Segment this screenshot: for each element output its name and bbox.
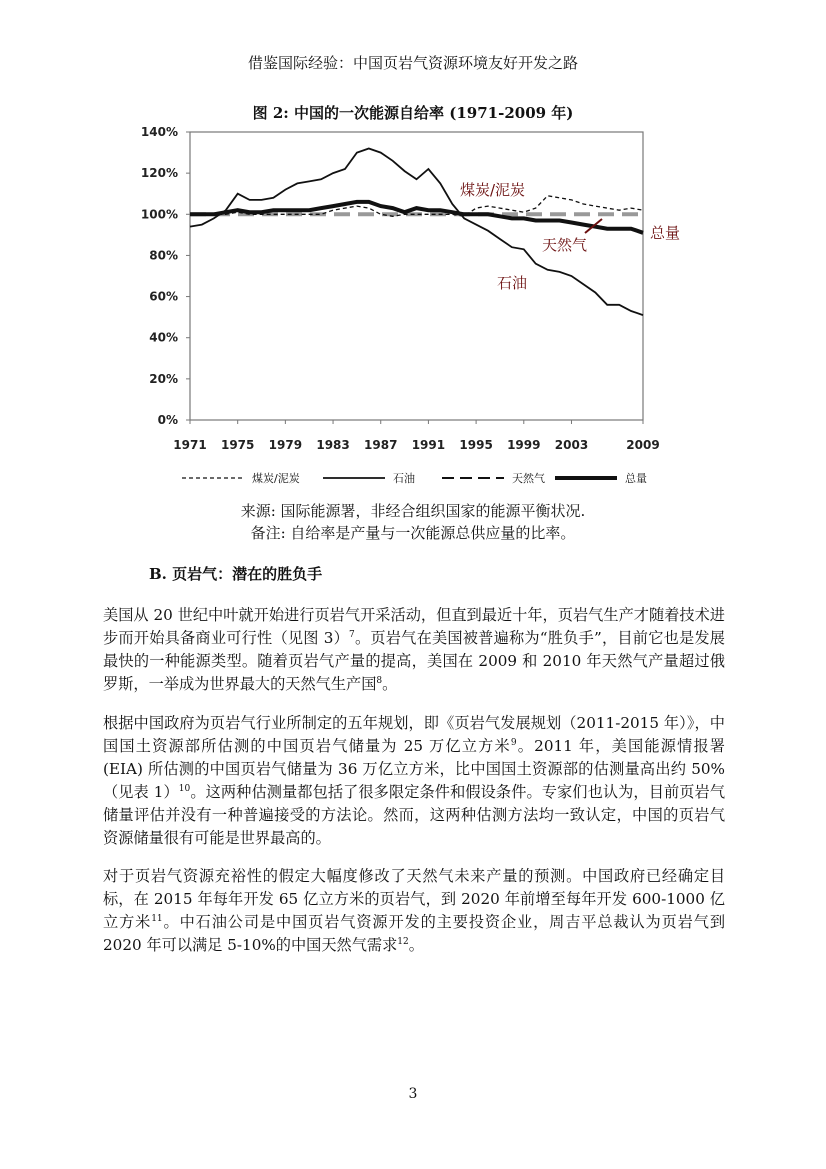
figure-source: 来源: 国际能源署，非经合组织国家的能源平衡状况. (240, 502, 586, 520)
running-title: 借鉴国际经验：中国页岩气资源环境友好开发之路 (247, 54, 578, 72)
y-tick-label: 20% (149, 371, 178, 386)
self-sufficiency-chart (130, 122, 681, 497)
x-tick-label: 2009 (626, 438, 660, 452)
x-tick-label: 1991 (411, 438, 446, 452)
paragraph-3: 对于页岩气资源充裕性的假定大幅度修改了天然气未来产量的预测。中国政府已经确定目标，在 2015 年每年开发 65 亿立方米的页岩气，到 2020 年前增至每年开发 600-1000 亿立方米$^{11}$。中石油公司是中国页岩气资源开发的主要投资企业，周吉平总裁认为页岩气到 2020 年可以满足 5-10%的中国天然气需求$^{12}$。 (103, 867, 726, 954)
figure-title: 图 2: 中国的一次能源自给率 (1971-2009 年) (252, 104, 574, 122)
y-tick-label: 140% (140, 125, 178, 139)
annotation-label: 石油 (497, 274, 528, 292)
annotation-label: 总量 (650, 224, 681, 242)
paragraph-2: 根据中国政府为页岩气行业所制定的五年规划，即《页岩气发展规划（2011-2015 年）》，中国国土资源部所估测的中国页岩气储量为 25 万亿立方米$^9$。2011 年，美国能源情报署 (EIA) 所估测的中国页岩气储量为 36 万亿立方米，比中国国土资源部的估测量高出约 50%（见表 1）$^{10}$。这两种估测量都包括了很多限定条件和假设条件。专家们也认为，目前页岩气储量评估并没有一种普遍接受的方法论。然而，这两种估测方法均一致认定，中国的页岩气资源储量很有可能是世界最高的。 (103, 714, 726, 847)
y-tick-label: 0% (157, 413, 178, 427)
x-tick-label: 1987 (364, 438, 398, 452)
section-heading: B. 页岩气：潜在的胜负手 (149, 565, 323, 583)
legend-label: 总量 (625, 472, 647, 485)
x-tick-label: 1999 (507, 438, 541, 452)
footnote-ref[interactable]: 10 (178, 783, 191, 794)
x-tick-label: 1995 (459, 438, 493, 452)
footnote-ref[interactable]: 11 (151, 913, 163, 924)
y-tick-label: 100% (140, 207, 178, 222)
page-number: 3 (408, 1086, 418, 1102)
x-tick-label: 1979 (268, 438, 303, 452)
x-tick-label: 1975 (220, 438, 255, 452)
annotation-label: 煤炭/泥炭 (460, 181, 526, 199)
y-tick-label: 120% (140, 166, 178, 181)
y-tick-label: 40% (149, 330, 178, 345)
x-tick-label: 2003 (554, 438, 589, 452)
x-tick-label: 1983 (316, 438, 350, 452)
footnote-ref[interactable]: 12 (397, 936, 409, 947)
footnote-ref[interactable]: 9 (510, 737, 517, 748)
legend-label: 石油 (393, 472, 415, 485)
annotation-label: 天然气 (542, 236, 588, 254)
footnote-ref[interactable]: 7 (349, 629, 355, 640)
footnote-ref[interactable]: 8 (376, 675, 383, 686)
x-tick-label: 1971 (173, 438, 207, 452)
legend-label: 天然气 (512, 472, 545, 485)
y-tick-label: 80% (149, 248, 178, 263)
legend-label: 煤炭/泥炭 (252, 472, 300, 485)
y-tick-label: 60% (149, 289, 178, 304)
paragraph-1: 美国从 20 世纪中叶就开始进行页岩气开采活动，但直到最近十年，页岩气生产才随着技术进步而开始具备商业可行性（见图 3）$^7$。页岩气在美国被普遍称为“胜负手”，目前它也是发展最快的一种能源类型。随着页岩气产量的提高，美国在 2009 和 2010 年天然气产量超过俄罗斯，一举成为世界最大的天然气生产国$^8$。 (103, 606, 725, 693)
plot-area (190, 132, 643, 420)
figure-note: 备注: 自给率是产量与一次能源总供应量的比率。 (250, 524, 576, 542)
